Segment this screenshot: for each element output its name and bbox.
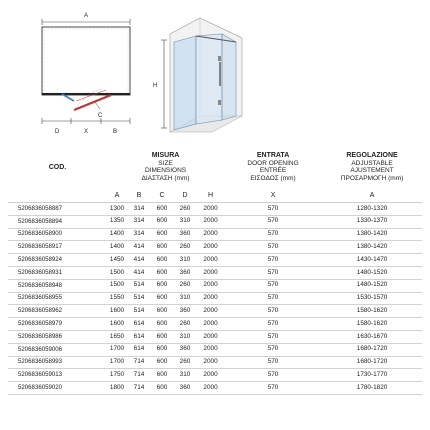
door-opening-header: ENTRATA DOOR OPENING ENTRÉE ΕΙΣΟΔΟΣ (mm)	[247, 151, 299, 182]
table-row	[8, 305, 422, 318]
isometric-diagram	[150, 12, 262, 140]
table-cell: 1600	[107, 318, 127, 331]
product-code-cell: 5206836059020	[8, 382, 107, 395]
table-cell: 1400	[107, 228, 127, 241]
table-cell: 1780-1820	[322, 382, 422, 395]
table-row	[8, 330, 422, 343]
product-code-cell: 5206836058917	[8, 241, 107, 254]
table-row	[8, 254, 422, 267]
table-cell: 570	[224, 305, 322, 318]
table-cell: 2000	[197, 382, 224, 395]
table-cell: 714	[127, 382, 151, 395]
table-row	[8, 266, 422, 279]
table-cell: 600	[151, 266, 173, 279]
table-row	[8, 356, 422, 369]
shower-outline	[42, 27, 130, 95]
table-cell: 1400	[107, 241, 127, 254]
table-row	[8, 215, 422, 228]
table-cell: 360	[173, 382, 197, 395]
table-cell: 570	[224, 266, 322, 279]
table-cell: 514	[127, 292, 151, 305]
hinge-icon	[218, 56, 221, 61]
table-cell: 1800	[107, 382, 127, 395]
table-cell: 714	[127, 369, 151, 382]
table-cell: 570	[224, 241, 322, 254]
table-cell: 570	[224, 369, 322, 382]
table-cell: 1730-1770	[322, 369, 422, 382]
table-cell: 600	[151, 279, 173, 292]
table-cell: 2000	[197, 292, 224, 305]
table-cell: 570	[224, 330, 322, 343]
table-cell: 1580-1620	[322, 318, 422, 331]
product-code-cell: 5206836058887	[8, 203, 107, 216]
table-cell: 1300	[107, 203, 127, 216]
table-cell: 2000	[197, 305, 224, 318]
label-c: C	[98, 113, 103, 119]
table-row	[8, 369, 422, 382]
table-cell: 314	[127, 203, 151, 216]
table-cell: 1700	[107, 343, 127, 356]
table-cell: 614	[127, 330, 151, 343]
table-cell: 1600	[107, 305, 127, 318]
table-cell: 1580-1620	[322, 305, 422, 318]
table-cell: 1350	[107, 215, 127, 228]
table-cell: 614	[127, 318, 151, 331]
table-cell: 514	[127, 305, 151, 318]
label-h: H	[153, 83, 158, 89]
table-row	[8, 203, 422, 216]
table-cell: 2000	[197, 254, 224, 267]
table-cell: 1630-1670	[322, 330, 422, 343]
table-row	[8, 318, 422, 331]
table-cell: 310	[173, 369, 197, 382]
table-cell: 600	[151, 292, 173, 305]
table-cell: 1330-1370	[322, 215, 422, 228]
code-header: COD.	[48, 163, 67, 171]
table-cell: 360	[173, 228, 197, 241]
table-row	[8, 241, 422, 254]
table-cell: 570	[224, 203, 322, 216]
table-cell: 360	[173, 305, 197, 318]
product-code-cell: 5206836058924	[8, 254, 107, 267]
table-cell: 570	[224, 318, 322, 331]
product-code-cell: 5206836058955	[8, 292, 107, 305]
table-cell: 1480-1520	[322, 266, 422, 279]
product-code-cell: 5206836058948	[8, 279, 107, 292]
subheader-h: H	[197, 188, 224, 203]
label-a: A	[84, 13, 89, 19]
table-cell: 2000	[197, 203, 224, 216]
table-cell: 260	[173, 279, 197, 292]
table-cell: 260	[173, 356, 197, 369]
table-cell: 600	[151, 305, 173, 318]
table-cell: 600	[151, 369, 173, 382]
product-code-cell: 5206836058986	[8, 330, 107, 343]
table-cell: 570	[224, 228, 322, 241]
table-cell: 310	[173, 215, 197, 228]
subheader-a: A	[107, 188, 127, 203]
door-glass-panel-iso	[196, 34, 222, 124]
table-row	[8, 292, 422, 305]
table-cell: 260	[173, 241, 197, 254]
table-cell: 1750	[107, 369, 127, 382]
table-cell: 2000	[197, 356, 224, 369]
table-cell: 1450	[107, 254, 127, 267]
subheader-d: D	[173, 188, 197, 203]
table-cell: 600	[151, 241, 173, 254]
table-cell: 600	[151, 382, 173, 395]
table-cell: 600	[151, 254, 173, 267]
table-cell: 260	[173, 203, 197, 216]
product-code-cell: 5206836059013	[8, 369, 107, 382]
subheader-b: B	[127, 188, 151, 203]
table-cell: 1700	[107, 356, 127, 369]
table-cell: 2000	[197, 241, 224, 254]
subheader-x: X	[224, 188, 322, 203]
label-x: X	[84, 129, 89, 135]
table-row	[8, 343, 422, 356]
table-cell: 570	[224, 279, 322, 292]
table-cell: 600	[151, 203, 173, 216]
table-cell: 2000	[197, 343, 224, 356]
fixed-glass-panel-iso	[174, 36, 196, 130]
table-cell: 614	[127, 343, 151, 356]
table-cell: 414	[127, 241, 151, 254]
table-subheader-row	[8, 188, 422, 203]
table-cell: 1430-1470	[322, 254, 422, 267]
product-code-cell: 5206836058993	[8, 356, 107, 369]
table-cell: 360	[173, 266, 197, 279]
table-cell: 570	[224, 382, 322, 395]
table-cell: 514	[127, 279, 151, 292]
table-cell: 2000	[197, 369, 224, 382]
door-panel	[74, 95, 111, 110]
table-cell: 570	[224, 292, 322, 305]
table-cell: 1480-1520	[322, 279, 422, 292]
subheader-c: C	[151, 188, 173, 203]
table-cell: 2000	[197, 228, 224, 241]
table-cell: 1650	[107, 330, 127, 343]
table-cell: 360	[173, 343, 197, 356]
plan-view-diagram	[26, 8, 150, 138]
table-cell: 2000	[197, 215, 224, 228]
table-cell: 310	[173, 330, 197, 343]
table-cell: 1530-1570	[322, 292, 422, 305]
table-body	[8, 203, 422, 395]
table-cell: 600	[151, 318, 173, 331]
spec-table	[8, 146, 422, 395]
table-cell: 310	[173, 292, 197, 305]
table-cell: 2000	[197, 266, 224, 279]
table-cell: 1550	[107, 292, 127, 305]
table-cell: 2000	[197, 330, 224, 343]
product-code-cell: 5206836059006	[8, 343, 107, 356]
product-code-cell: 5206836058900	[8, 228, 107, 241]
table-cell: 1680-1720	[322, 356, 422, 369]
product-code-cell: 5206836058979	[8, 318, 107, 331]
table-cell: 600	[151, 343, 173, 356]
table-cell: 600	[151, 356, 173, 369]
table-cell: 1680-1720	[322, 343, 422, 356]
table-cell: 600	[151, 330, 173, 343]
table-cell: 414	[127, 254, 151, 267]
table-cell: 314	[127, 228, 151, 241]
label-d: D	[55, 129, 60, 135]
table-cell: 260	[173, 318, 197, 331]
table-cell: 570	[224, 343, 322, 356]
subheader-adjust-a: A	[322, 188, 422, 203]
table-cell: 570	[224, 215, 322, 228]
table-cell: 570	[224, 356, 322, 369]
product-code-cell: 5206836058894	[8, 215, 107, 228]
table-cell: 1500	[107, 279, 127, 292]
product-code-cell: 5206836058962	[8, 305, 107, 318]
table-cell: 714	[127, 356, 151, 369]
table-cell: 1280-1320	[322, 203, 422, 216]
adjustable-header: REGOLAZIONE ADJUSTABLE AJUSTEMENT ΠΡΟΣΑΡΜΟΓΗ (mm)	[340, 151, 404, 182]
table-cell: 1380-1420	[322, 228, 422, 241]
table-cell: 1380-1420	[322, 241, 422, 254]
table-cell: 314	[127, 215, 151, 228]
size-header: MISURA SIZE DIMENSIONS ΔΙΑΣΤΑΣΗ (mm)	[141, 151, 190, 182]
table-cell: 310	[173, 254, 197, 267]
table-row	[8, 228, 422, 241]
label-b: B	[113, 129, 118, 135]
table-cell: 600	[151, 228, 173, 241]
table-cell: 414	[127, 266, 151, 279]
table-cell: 1500	[107, 266, 127, 279]
table-row	[8, 382, 422, 395]
product-code-cell: 5206836058931	[8, 266, 107, 279]
table-cell: 2000	[197, 279, 224, 292]
table-cell: 600	[151, 215, 173, 228]
table-header-row	[8, 146, 422, 188]
table-cell: 570	[224, 254, 322, 267]
table-row	[8, 279, 422, 292]
table-cell: 2000	[197, 318, 224, 331]
